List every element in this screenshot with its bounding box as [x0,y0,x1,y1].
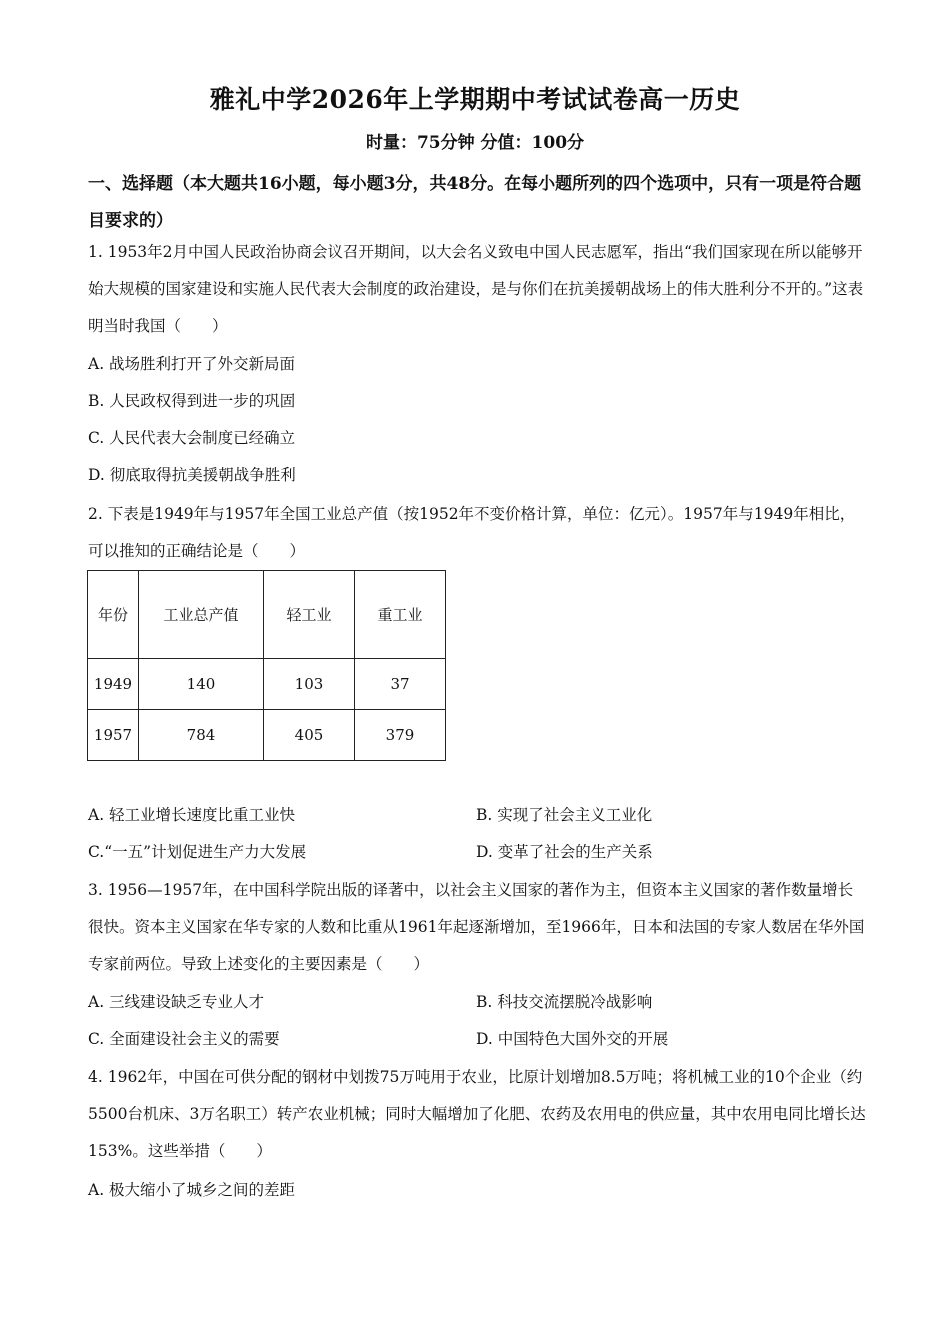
section-heading: 一、选择题（本大题共16小题，每小题3分，共48分。在每小题所列的四个选项中，只有一项是符合题目要求的） [88,174,862,231]
question-1-option-c: C. 人民代表大会制度已经确立 [88,429,296,447]
table-row [88,659,446,710]
table-cell: 37 [355,659,446,710]
table-row [88,710,446,761]
question-2-option-a: A. 轻工业增长速度比重工业快 [88,806,296,824]
question-2-option-d: D. 变革了社会的生产关系 [476,843,653,861]
table-header-cell: 轻工业 [264,571,355,659]
table-cell: 405 [264,710,355,761]
question-3-option-d: D. 中国特色大国外交的开展 [476,1030,669,1048]
question-1-option-b: B. 人民政权得到进一步的巩固 [88,392,296,410]
question-2-option-b: B. 实现了社会主义工业化 [476,806,653,824]
question-3-stem: 3. 1956—1957年，在中国科学院出版的译著中，以社会主义国家的著作为主，但资本主义国家的著作数量增长很快。资本主义国家在华专家的人数和比重从1961年起逐渐增加，至1966年，日本和法国的专家人数居在华外国专家前两位。导致上述变化的主要因素是（ ） [88,881,865,973]
question-1-option-d: D. 彻底取得抗美援朝战争胜利 [88,466,296,484]
table-header-cell: 工业总产值 [139,571,264,659]
question-4-option-a: A. 极大缩小了城乡之间的差距 [88,1181,296,1199]
industry-output-table [87,570,446,761]
question-4-stem: 4. 1962年，中国在可供分配的钢材中划拨75万吨用于农业，比原计划增加8.5万吨；将机械工业的10个企业（约5500台机床、3万名职工）转产农业机械；同时大幅增加了化肥、农药及农用电的供应量，其中农用电同比增长达153%。这些举措（ ） [88,1068,866,1160]
exam-subtitle: 时量：75分钟 分值：100分 [365,133,585,153]
table-cell: 140 [139,659,264,710]
question-3-option-b: B. 科技交流摆脱冷战影响 [476,993,653,1011]
exam-title: 雅礼中学2026年上学期期中考试试卷高一历史 [209,85,741,114]
table-cell: 103 [264,659,355,710]
table-cell: 379 [355,710,446,761]
table-cell: 1949 [88,659,139,710]
question-2-option-c: C.“一五”计划促进生产力大发展 [88,843,307,861]
question-1-option-a: A. 战场胜利打开了外交新局面 [88,355,296,373]
table-header-cell: 重工业 [355,571,446,659]
table-cell: 784 [139,710,264,761]
table-header-cell: 年份 [88,571,139,659]
question-3-option-a: A. 三线建设缺乏专业人才 [88,993,265,1011]
table-cell: 1957 [88,710,139,761]
question-3-option-c: C. 全面建设社会主义的需要 [88,1030,280,1048]
question-2-stem: 2. 下表是1949年与1957年全国工业总产值（按1952年不变价格计算，单位：亿元）。1957年与1949年相比，可以推知的正确结论是（ ） [88,505,856,560]
question-1-stem: 1. 1953年2月中国人民政治协商会议召开期间，以大会名义致电中国人民志愿军，指出“我们国家现在所以能够开始大规模的国家建设和实施人民代表大会制度的政治建设，是与你们在抗美援朝战场上的伟大胜利分不开的。”这表明当时我国（ ） [88,243,864,335]
table-header-row [88,571,446,659]
